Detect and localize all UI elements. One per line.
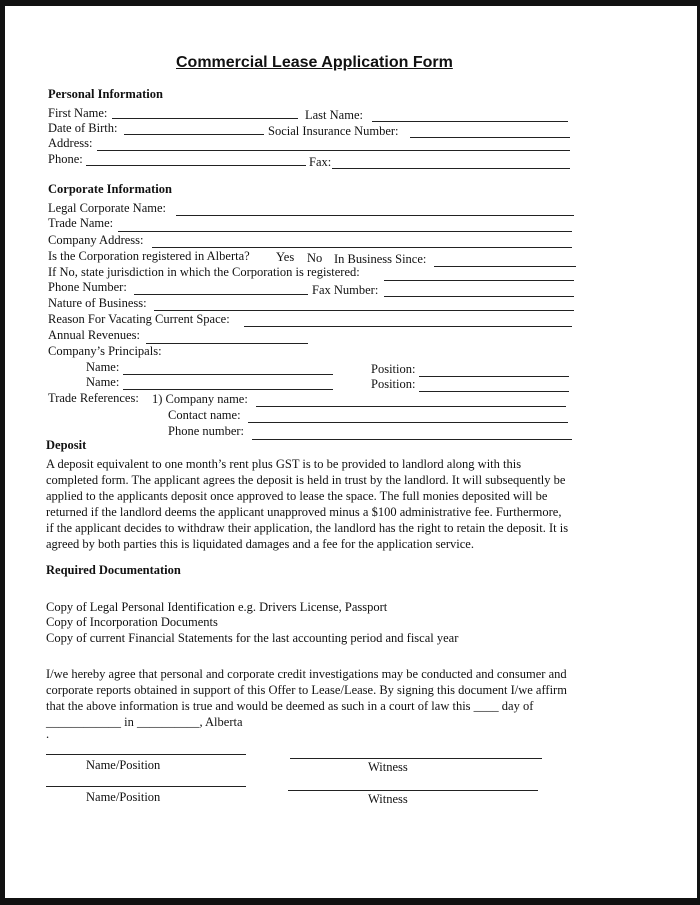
name-position-label-1: Name/Position [86, 758, 161, 772]
principal-1-name-label: Name: [86, 360, 120, 374]
first-name-field[interactable] [112, 118, 298, 119]
agreement-line: that the above information is true and would be deemed as such in a court of law this ____ day of [46, 699, 534, 713]
witness-label-2: Witness [368, 792, 408, 806]
dob-label: Date of Birth: [48, 121, 118, 135]
address-field[interactable] [97, 150, 570, 151]
nature-label: Nature of Business: [48, 296, 147, 310]
first-name-label: First Name: [48, 106, 108, 120]
agreement-line: ____________ in __________, Alberta [46, 715, 243, 729]
in-business-label: In Business Since: [334, 252, 427, 266]
phone-number-label: Phone Number: [48, 280, 127, 294]
deposit-paragraph [46, 456, 616, 552]
reason-field[interactable] [244, 326, 572, 327]
last-name-label: Last Name: [305, 108, 363, 122]
personal-heading: Personal Information [48, 87, 163, 101]
doc-item: Copy of Legal Personal Identification e.g. Drivers License, Passport [46, 600, 388, 614]
documentation-heading: Required Documentation [46, 563, 181, 577]
witness-label-1: Witness [368, 760, 408, 774]
in-business-field[interactable] [434, 266, 576, 267]
corporate-heading: Corporate Information [48, 182, 172, 196]
phone-field[interactable] [86, 165, 306, 166]
sin-label: Social Insurance Number: [268, 124, 399, 138]
contact-phone-field[interactable] [252, 439, 572, 440]
name-position-label-2: Name/Position [86, 790, 161, 804]
trade-name-field[interactable] [118, 231, 572, 232]
contact-name-field[interactable] [248, 422, 568, 423]
last-name-field[interactable] [372, 121, 568, 122]
trade-name-label: Trade Name: [48, 216, 114, 230]
principal-1-position-field[interactable] [419, 376, 569, 377]
deposit-line: A deposit equivalent to one month’s rent plus GST is to be provided to landlord along with this [46, 457, 522, 471]
deposit-line: returned if the landlord deems the applicant unapproved minus a $100 administrative fee. Furthermore, [46, 505, 562, 519]
sin-field[interactable] [410, 137, 570, 138]
deposit-line: if the applicant decides to withdraw their application, the landlord has the right to retain the deposit. It is [46, 521, 569, 535]
principal-2-name-label: Name: [86, 375, 120, 389]
fax-number-field[interactable] [384, 296, 574, 297]
contact-name-label: Contact name: [168, 408, 241, 422]
revenues-label: Annual Revenues: [48, 328, 140, 342]
doc-item: Copy of current Financial Statements for the last accounting period and fiscal year [46, 631, 459, 645]
revenues-field[interactable] [146, 343, 308, 344]
contact-phone-label: Phone number: [168, 424, 245, 438]
fax-field[interactable] [332, 168, 570, 169]
jurisdiction-field[interactable] [384, 280, 574, 281]
principal-2-name-field[interactable] [123, 389, 333, 390]
principal-1-name-field[interactable] [123, 374, 333, 375]
deposit-line: agreed by both parties this is liquidated damages and a fee for the application service. [46, 537, 474, 551]
principal-2-position-field[interactable] [419, 391, 569, 392]
registered-question: Is the Corporation registered in Alberta? [48, 249, 250, 263]
witness-line-1[interactable] [290, 758, 542, 759]
reason-label: Reason For Vacating Current Space: [48, 312, 230, 326]
doc-item: Copy of Incorporation Documents [46, 615, 218, 629]
phone-number-field[interactable] [134, 294, 308, 295]
address-label: Address: [48, 136, 93, 150]
agreement-paragraph [46, 666, 616, 730]
trade-references-label: Trade References: [48, 391, 139, 405]
fax-label: Fax: [309, 155, 332, 169]
no-option[interactable]: No [307, 251, 323, 265]
dob-field[interactable] [124, 134, 264, 135]
form-title: Commercial Lease Application Form [176, 54, 453, 71]
deposit-heading: Deposit [46, 438, 87, 452]
legal-name-field[interactable] [176, 215, 574, 216]
legal-name-label: Legal Corporate Name: [48, 201, 167, 215]
stray-dot: . [46, 727, 50, 741]
principal-2-position-label: Position: [371, 377, 416, 391]
company-name-field[interactable] [256, 406, 566, 407]
deposit-line: completed form. The applicant agrees the deposit is held in trust by the landlord. It will subsequently be [46, 473, 566, 487]
nature-field[interactable] [154, 310, 574, 311]
company-name-label: 1) Company name: [152, 392, 248, 406]
agreement-line: corporate reports obtained in support of this Offer to Lease/Lease. By signing this document I/we affirm [46, 683, 567, 697]
company-address-label: Company Address: [48, 233, 144, 247]
principal-1-position-label: Position: [371, 362, 416, 376]
phone-label: Phone: [48, 152, 83, 166]
principals-label: Company’s Principals: [48, 344, 162, 358]
signature-line-2[interactable] [46, 786, 246, 787]
signature-line-1[interactable] [46, 754, 246, 755]
jurisdiction-label: If No, state jurisdiction in which the Corporation is registered: [48, 265, 360, 279]
fax-number-label: Fax Number: [312, 283, 379, 297]
witness-line-2[interactable] [288, 790, 538, 791]
deposit-line: applied to the applicants deposit once approved to lease the space. The full monies deposited will be [46, 489, 548, 503]
agreement-line: I/we hereby agree that personal and corporate credit investigations may be conducted and consumer and [46, 667, 567, 681]
yes-option[interactable]: Yes [276, 250, 295, 264]
company-address-field[interactable] [152, 247, 572, 248]
